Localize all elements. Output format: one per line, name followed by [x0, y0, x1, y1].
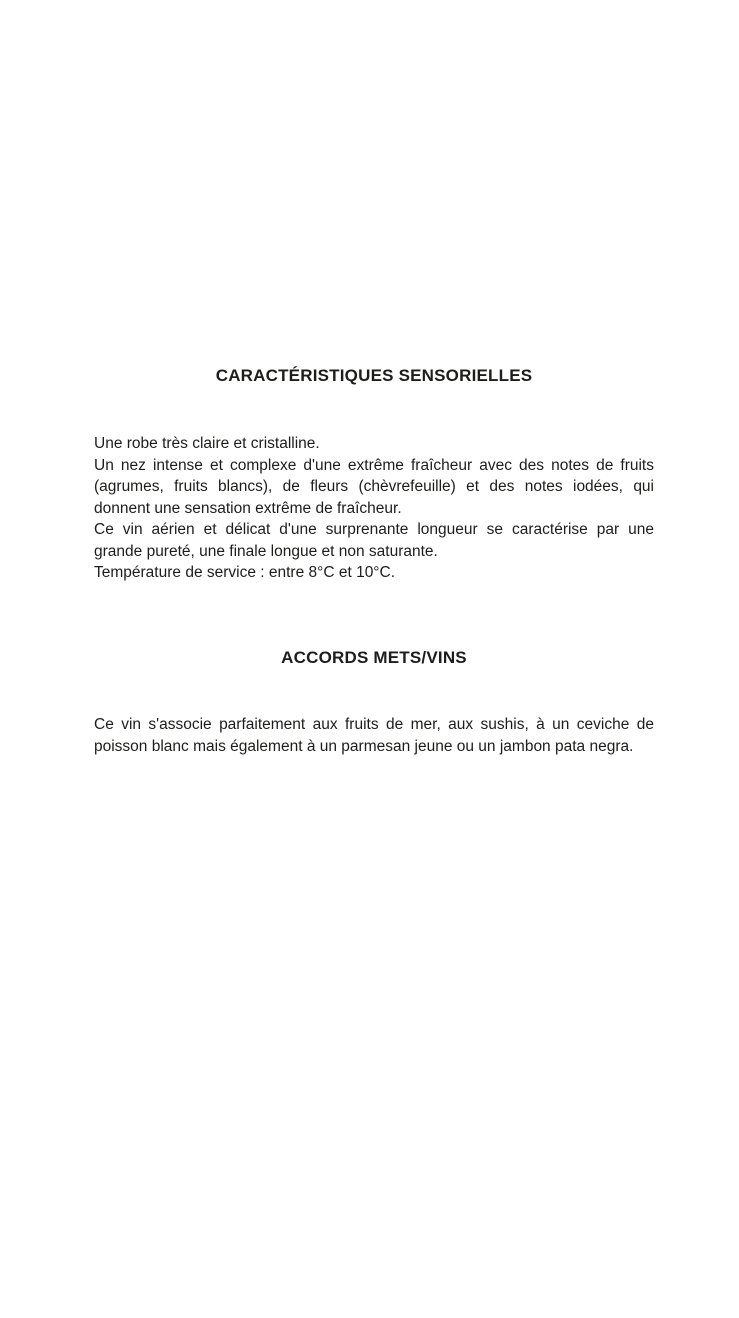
paragraph-nez: Un nez intense et complexe d'une extrême fraîcheur avec des notes de fruits (agrumes, fruits blancs), de fleurs (chèvrefeuille) et des notes iodées, qui donnent une sensation extrême de fraîcheur.: [94, 456, 654, 517]
paragraph-temperature-service: Température de service : entre 8°C et 10°C.: [94, 564, 396, 581]
section-body-accords-mets-vins: [94, 714, 654, 757]
paragraph-accords: Ce vin s'associe parfaitement aux fruits de mer, aux sushis, à un ceviche de poisson blanc mais également à un parmesan jeune ou un jambon pata negra.: [94, 716, 654, 755]
paragraph-robe: Une robe très claire et cristalline.: [94, 435, 320, 452]
section-heading-caracteristiques-sensorielles: CARACTÉRISTIQUES SENSORIELLES: [215, 366, 533, 385]
section-heading-accords-mets-vins: ACCORDS METS/VINS: [281, 648, 467, 667]
paragraph-bouche: Ce vin aérien et délicat d'une surprenante longueur se caractérise par une grande pureté, une finale longue et non saturante.: [94, 521, 654, 560]
section-body-caracteristiques-sensorielles: [94, 433, 654, 584]
